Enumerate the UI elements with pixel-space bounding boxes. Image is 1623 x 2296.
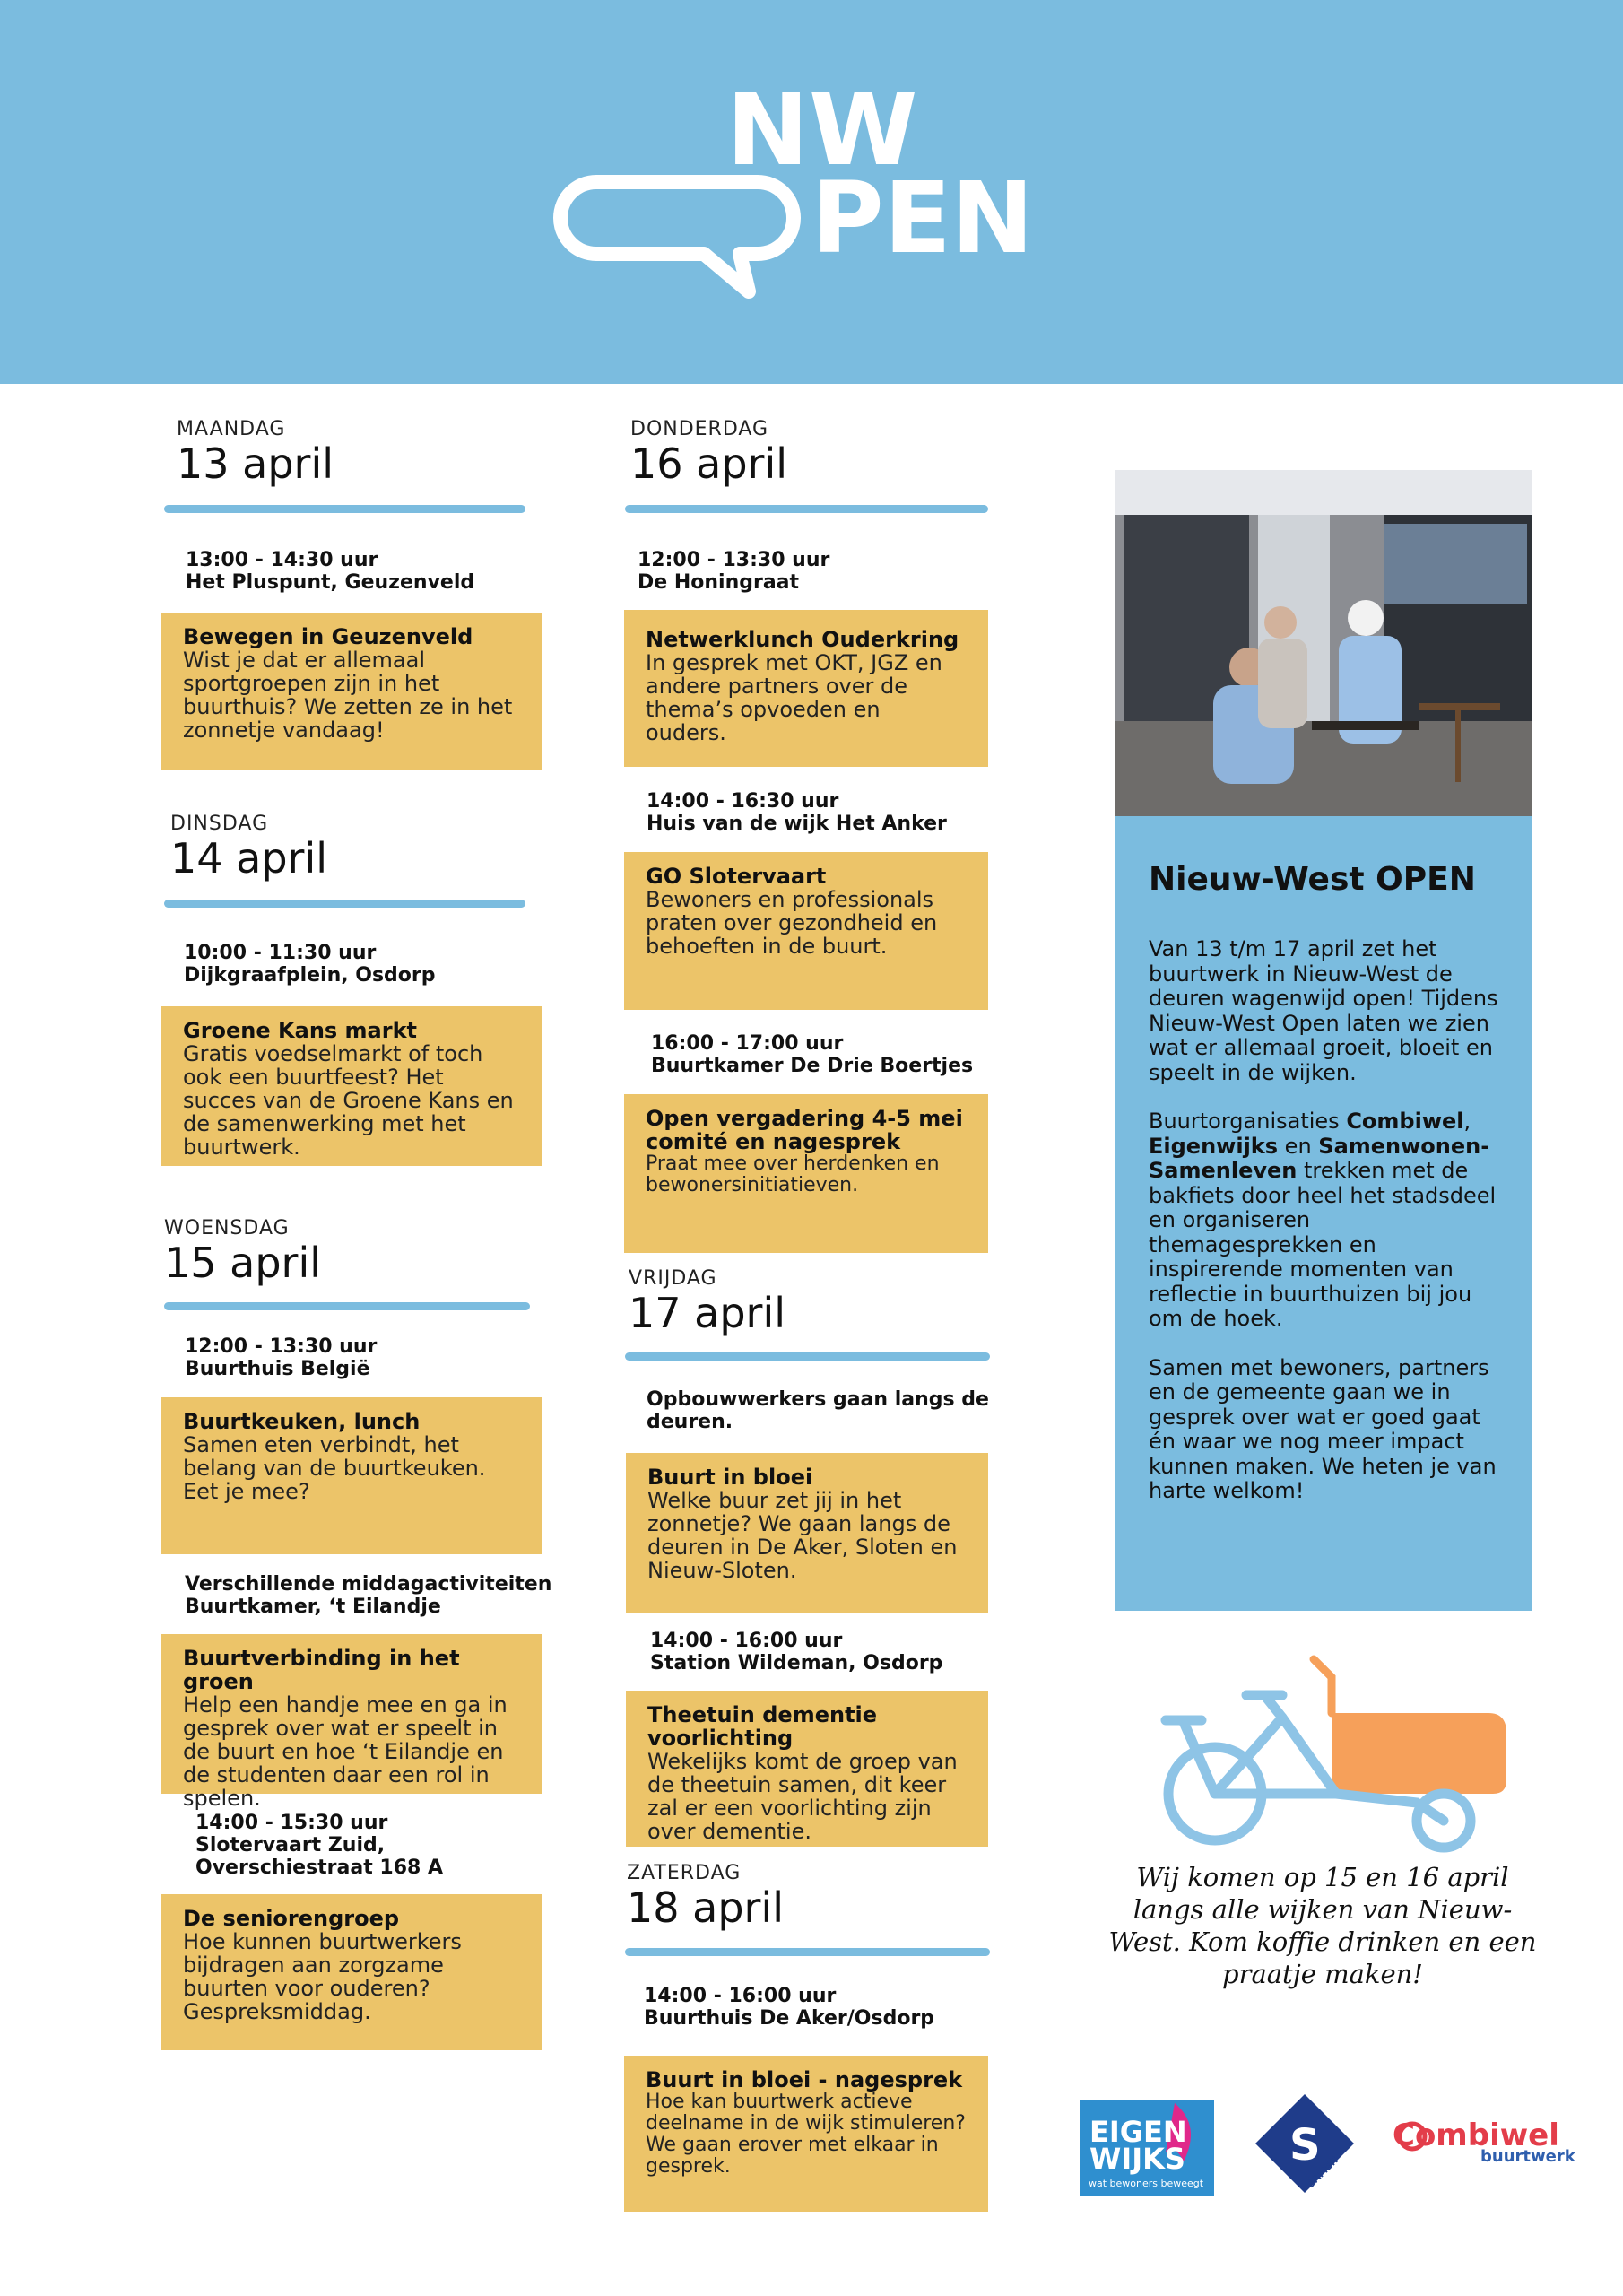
svg-text:Combiwel: Combiwel (1393, 2118, 1559, 2153)
day-date: 15 april (164, 1239, 322, 1287)
time-slot (195, 1812, 443, 1879)
storefront-photo-image (1115, 470, 1532, 816)
slot-place: Slotervaart Zuid, (195, 1834, 386, 1857)
time-slot (650, 1630, 942, 1674)
slot-place: Dijkgraafplein, Osdorp (184, 964, 436, 987)
svg-text:S: S (1289, 2120, 1321, 2170)
day-date: 14 april (170, 834, 328, 883)
day-divider (625, 505, 988, 513)
event-description: Wekelijks komt de groep van de theetuin samen, dit keer zal er een voorlichting zijn over dementie. (647, 1749, 958, 1844)
partner-logos (1076, 2090, 1578, 2206)
event-card (624, 1094, 988, 1253)
event-card (161, 1894, 542, 2050)
event-card (161, 1634, 542, 1811)
time-slot (184, 942, 436, 987)
slot-time: 14:00 - 15:30 uur (195, 1812, 388, 1834)
event-title: Buurtverbinding in het groen (183, 1646, 460, 1694)
day-date: 17 april (629, 1289, 786, 1337)
slot-place: Buurthuis De Aker/Osdorp (644, 2007, 935, 2030)
event-card (161, 613, 542, 770)
svg-text:wat bewoners beweegt: wat bewoners beweegt (1089, 2178, 1204, 2189)
event-description: Wist je dat er allemaal sportgroepen zijn in het buurthuis? We zetten ze in het zonnetje vandaag! (183, 648, 513, 743)
day-name: MAANDAG (177, 418, 286, 440)
day-date: 16 april (630, 439, 788, 488)
event-title: Buurt in bloei (647, 1465, 813, 1490)
event-title: Theetuin dementie voorlichting (647, 1702, 878, 1751)
time-slot (644, 1985, 934, 2030)
event-title: Groene Kans markt (183, 1018, 418, 1043)
bike-caption: Wij komen op 15 en 16 april langs alle wijken van Nieuw-West. Kom koffie drinken en een praatje maken! (1108, 1862, 1537, 1989)
event-description: Hoe kunnen buurtwerkers bijdragen aan zorgzame buurten voor ouderen? Gespreksmiddag. (183, 1929, 462, 2024)
time-slot (647, 1388, 989, 1433)
panel-paragraph: Samen met bewoners, partners en de gemeente gaan we in gesprek over wat er goed gaat én waar we nog meer impact kunnen maken. We heten je van harte welkom! (1149, 1354, 1497, 1503)
time-slot (647, 790, 947, 835)
day-name: DINSDAG (170, 813, 269, 835)
event-description: Praat mee over herdenken en bewonersinitiatieven. (646, 1152, 940, 1196)
day-name: ZATERDAG (627, 1862, 742, 1884)
event-description: In gesprek met OKT, JGZ en andere partners over de thema’s opvoeden en ouders. (646, 650, 942, 745)
time-slot (185, 1573, 551, 1618)
event-description: Help een handje mee en ga in gesprek over wat er speelt in de buurt en hoe ‘t Eilandje en de studenten daar een rol in spelen. (183, 1692, 508, 1811)
slot-place: Het Pluspunt, Geuzenveld (186, 571, 475, 594)
event-card (624, 852, 988, 1010)
photo (1115, 470, 1532, 816)
day-date: 18 april (627, 1883, 785, 1932)
logo-text-nw: NW (726, 76, 918, 187)
event-description: Gratis voedselmarkt of toch ook een buurtfeest? Het succes van de Groene Kans en de samenwerking met het buurtwerk. (183, 1041, 514, 1160)
samenwonen-samenleven-logo (1255, 2094, 1354, 2193)
event-title: Bewegen in Geuzenveld (183, 624, 473, 649)
slot-place: Buurtkamer De Drie Boertjes (651, 1055, 974, 1077)
panel-title: Nieuw-West OPEN (1149, 861, 1476, 898)
event-card (161, 1006, 542, 1166)
slot-time: 13:00 - 14:30 uur (186, 549, 378, 571)
day-wednesday (164, 1217, 321, 1286)
event-title: Buurt in bloei - nagesprek (646, 2067, 963, 2092)
day-divider (164, 900, 525, 908)
time-slot (651, 1032, 973, 1077)
day-tuesday (170, 813, 327, 882)
day-monday (177, 418, 334, 487)
day-friday (629, 1267, 785, 1336)
event-description: Bewoners en professionals praten over gezondheid en behoeften in de buurt. (646, 887, 938, 959)
event-description: Welke buur zet jij in het zonnetje? We gaan langs de deuren in De Aker, Sloten en Nieuw-Sloten. (647, 1488, 958, 1583)
slot-place: deuren. (647, 1411, 733, 1433)
event-description: Samen eten verbindt, het belang van de buurtkeuken. Eet je mee? (183, 1432, 486, 1504)
event-title: Netwerklunch Ouderkring (646, 627, 959, 652)
slot-time: 14:00 - 16:30 uur (647, 790, 839, 813)
eigenwijks-logo (1080, 2100, 1214, 2196)
svg-text:EIGEN: EIGEN (1089, 2115, 1187, 2149)
panel-text (1149, 937, 1507, 1528)
day-divider (625, 1948, 990, 1956)
slot-time: Verschillende middagactiviteiten (185, 1573, 552, 1596)
slot-place: De Honingraat (638, 571, 800, 594)
combiwel-logo (1393, 2118, 1576, 2166)
speech-bubble-icon (560, 182, 794, 291)
slot-place-line2: Overschiestraat 168 A (195, 1857, 444, 1879)
slot-place: Buurthuis België (185, 1358, 370, 1380)
slot-place: Station Wildeman, Osdorp (650, 1652, 943, 1674)
slot-time: 14:00 - 16:00 uur (644, 1985, 837, 2007)
day-date: 13 april (177, 439, 334, 488)
event-card (161, 1397, 542, 1554)
day-saturday (627, 1862, 784, 1931)
panel-paragraph: Buurtorganisaties Combiwel, Eigenwijks en Samenwonen-Samenleven trekken met de bakfiets door heel het stadsdeel en organiseren themagesprekken en inspirerende momenten van reflectie in buurthuizen bij jou om de hoek. (1149, 1109, 1497, 1331)
time-slot (186, 549, 474, 594)
slot-time: 12:00 - 13:30 uur (638, 549, 830, 571)
nw-open-logo (551, 76, 1072, 318)
event-title: Buurtkeuken, lunch (183, 1409, 421, 1434)
event-title: De seniorengroep (183, 1906, 400, 1931)
event-card (626, 1453, 988, 1613)
event-title: GO Slotervaart (646, 864, 827, 889)
svg-text:WIJKS: WIJKS (1089, 2142, 1185, 2176)
time-slot (638, 549, 829, 594)
day-divider (625, 1352, 990, 1361)
slot-time: 14:00 - 16:00 uur (650, 1630, 843, 1652)
svg-text:buurtwerk: buurtwerk (1480, 2147, 1575, 2166)
slot-time: 10:00 - 11:30 uur (184, 942, 377, 964)
day-thursday (630, 418, 787, 487)
day-name: WOENSDAG (164, 1217, 290, 1239)
cargo-bike-icon (1148, 1650, 1524, 1857)
svg-text:SAMEN: SAMEN (1304, 2153, 1341, 2191)
event-card (624, 2056, 988, 2212)
event-title: Open vergadering 4-5 mei comité en nagesprek (646, 1106, 963, 1154)
day-divider (164, 1302, 530, 1310)
day-name: VRIJDAG (629, 1267, 717, 1290)
slot-time: 12:00 - 13:30 uur (185, 1335, 378, 1358)
time-slot (185, 1335, 377, 1380)
slot-time: 16:00 - 17:00 uur (651, 1032, 844, 1055)
event-card (626, 1691, 988, 1847)
slot-place: Huis van de wijk Het Anker (647, 813, 947, 835)
panel-paragraph: Van 13 t/m 17 april zet het buurtwerk in Nieuw-West de deuren wagenwijd open! Tijdens Nieuw-West Open laten we zien wat er allemaal groeit, bloeit en speelt in de wijken. (1149, 936, 1498, 1085)
slot-place: Buurtkamer, ‘t Eilandje (185, 1596, 441, 1618)
slot-time: Opbouwwerkers gaan langs de (647, 1388, 989, 1411)
event-description: Hoe kan buurtwerk actieve deelname in de wijk stimuleren? We gaan erover met elkaar in gesprek. (646, 2091, 966, 2178)
event-card (624, 610, 988, 767)
day-name: DONDERDAG (630, 418, 769, 440)
day-divider (164, 505, 525, 513)
logo-text-pen: PEN (812, 161, 1034, 275)
